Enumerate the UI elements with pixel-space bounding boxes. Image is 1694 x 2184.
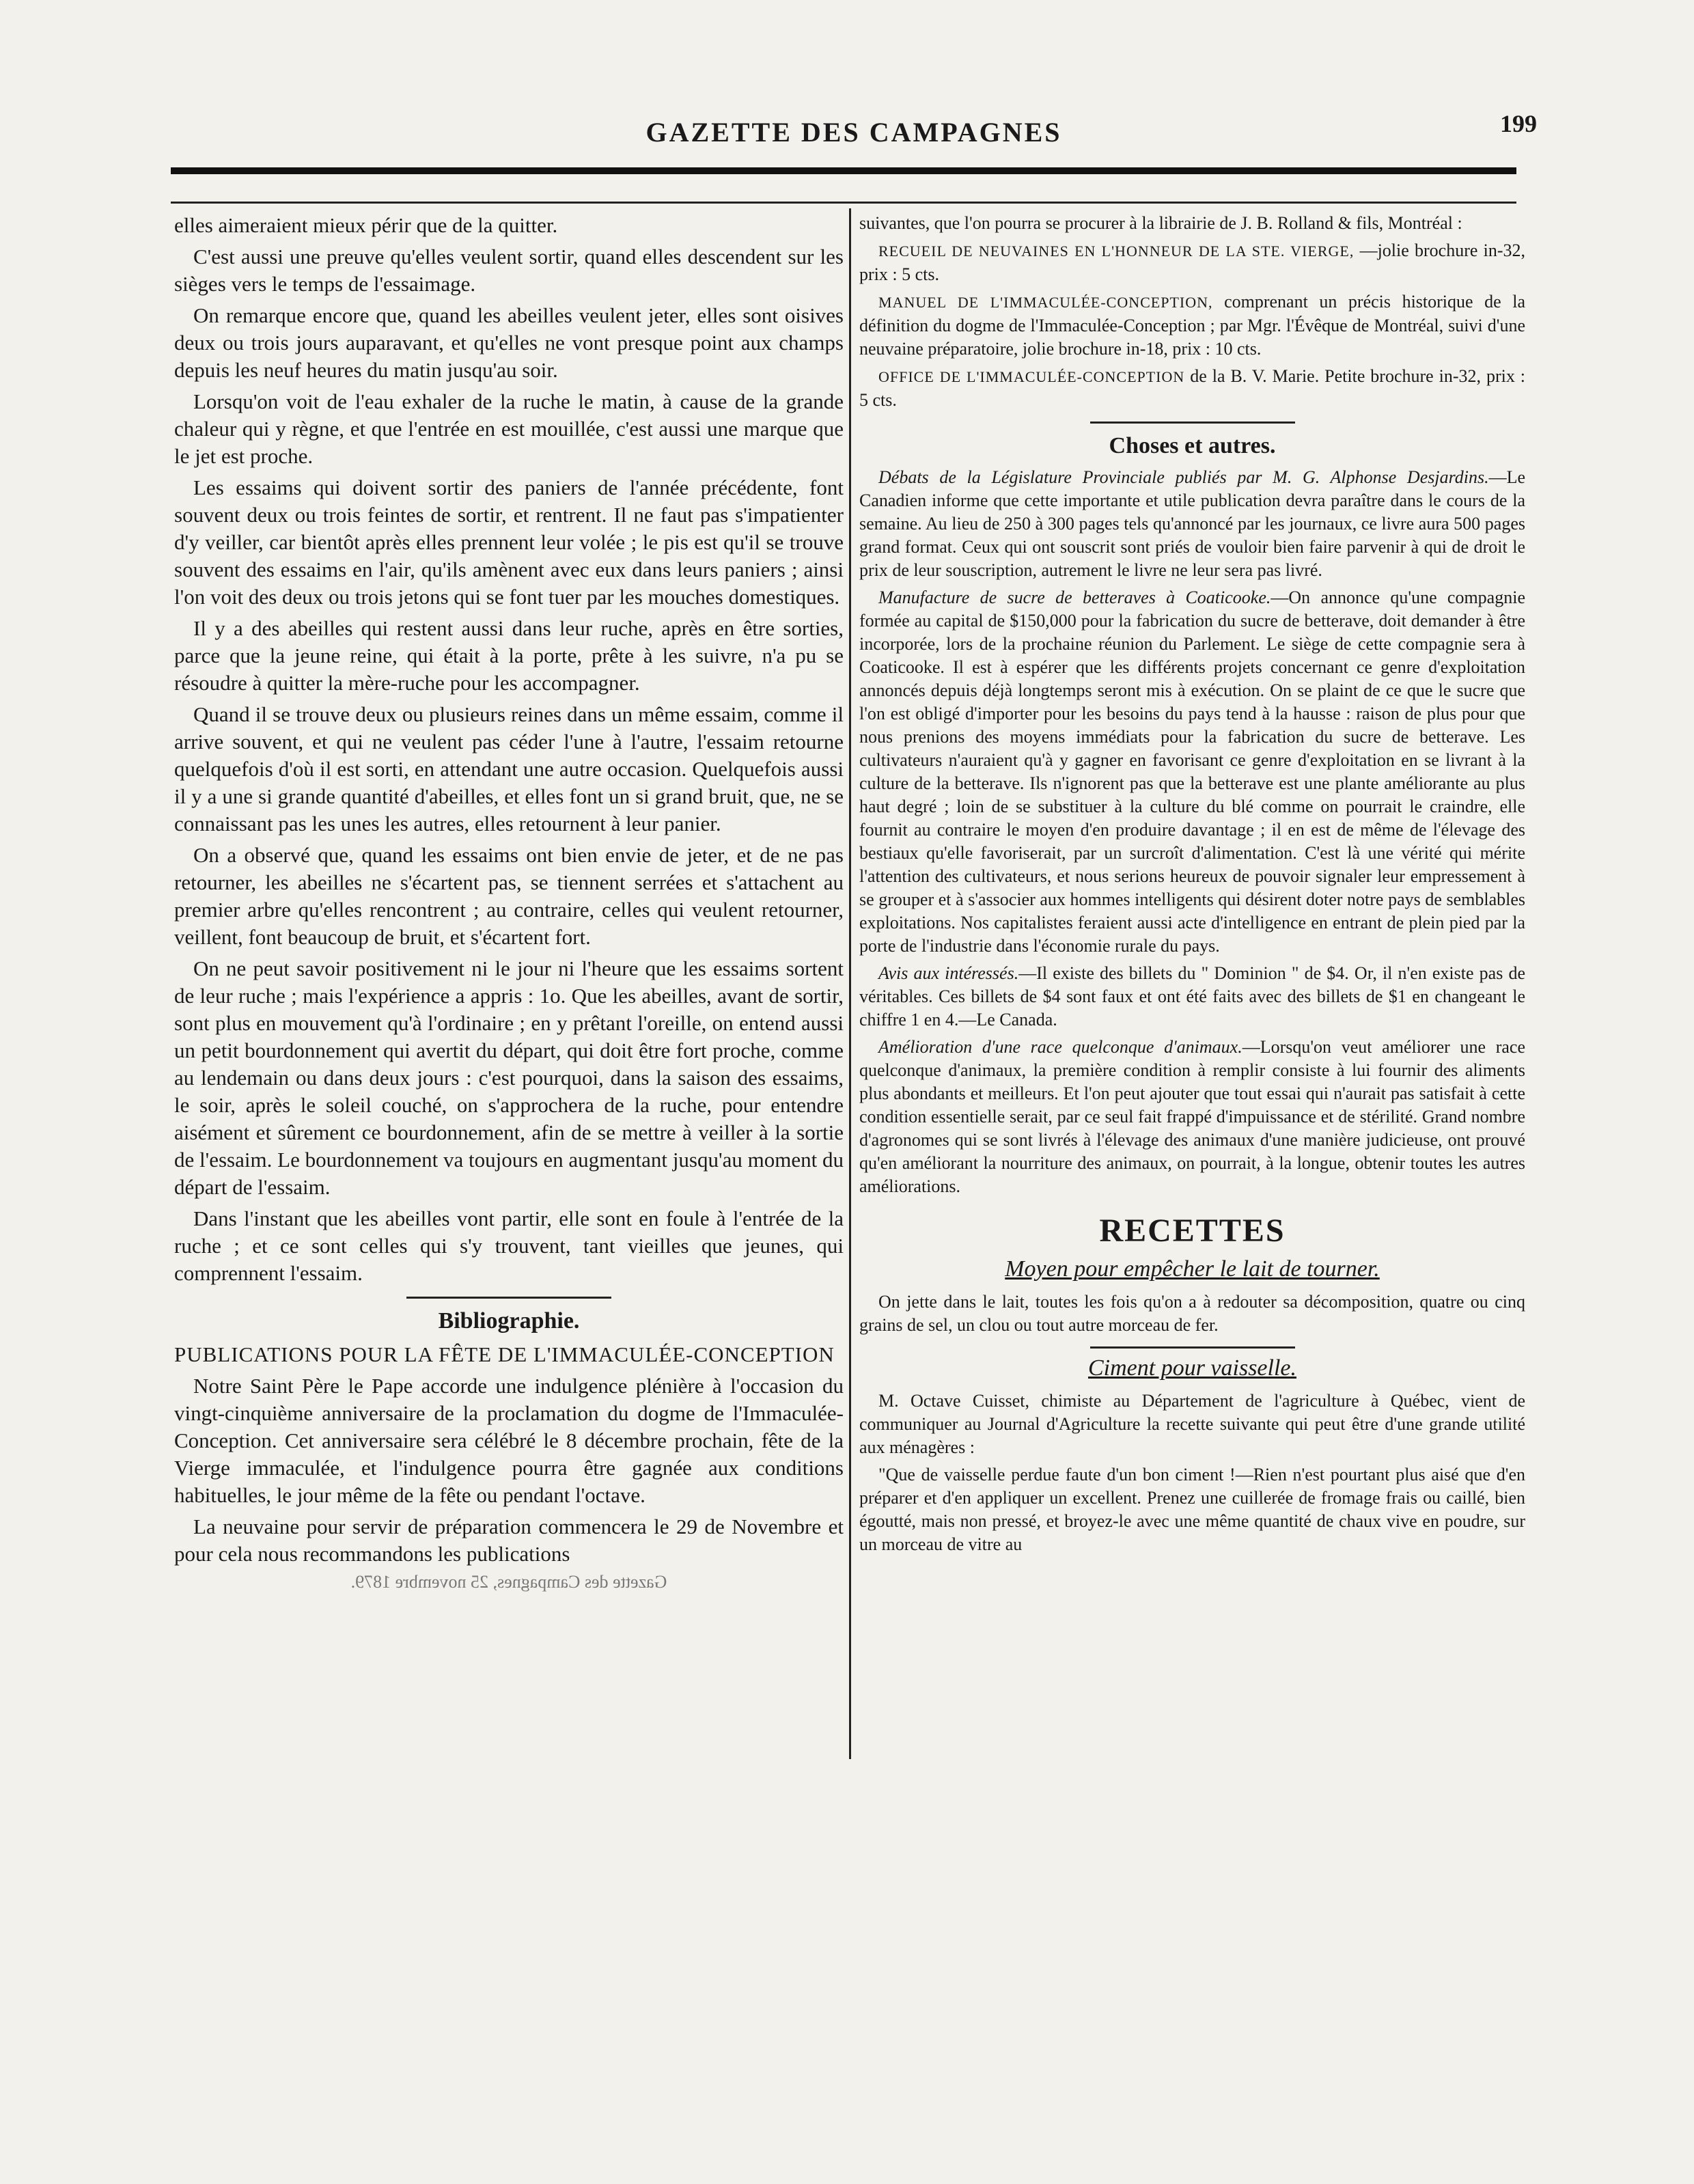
publication-entry [859,365,1525,412]
column-separator [849,208,851,1759]
publication-title: MANUEL DE L'IMMACULÉE-CONCEPTION, [878,294,1213,311]
news-item-text: —On annonce qu'une compagnie formée au capital de $150,000 pour la fabrication du sucre de betterave, doit demander à être incorporée, lors de la prochaine réunion du Parlement. Le siège de cette compagnie sera à Coaticooke. Il est à espérer que les différents projets concernant ce genre d'exploitation annoncés depuis déjà longtemps seront mis à exécution. On se plaint de ce que le sucre que l'on est obligé d'importer pour les besoins du pays tend à la hausse : raison de plus pour que nous prenions des moyens immédiats pour la fabrication du sucre de betterave. Les cultivateurs n'auraient qu'à y gagner en favorisant ce genre d'exploitation en se livrant à la culture de la betterave. Ils n'ignorent pas que la betterave est une plante améliorante au plus haut degré ; loin de se substituer à la culture du blé comme on pourrait le craindre, elle fournit au contraire le moyen d'en produire davantage ; il en est de même de l'élevage des bestiaux qu'elle favoriserait, par un surcroît d'alimentation. C'est là une vérité qui mérite l'attention des cultivateurs, et nous serions heureux de pouvoir signaler leur empressement à se grouper et à s'associer aux hommes intelligents qui désirent doter notre pays de semblables exploitations. Nos capitalistes feraient aussi acte d'intelligence en entrant de plein pied par la porte de l'industrie dans l'économie rurale du pays. [859,588,1525,956]
right-column [859,212,1525,1560]
publication-desc: comprenant un précis historique de la définition du dogme de l'Immaculée-Conception ; par Mgr. l'Évêque de Montréal, suivi d'une neuvaine préparatoire, jolie brochure in-18, prix : 10 cts. [859,292,1525,359]
bibliographie-paragraph: La neuvaine pour servir de préparation commencera le 29 de Novembre et pour cela nous recommandons les publications [174,1515,844,1566]
page-number: 199 [1500,110,1537,137]
news-item [859,1036,1525,1198]
news-item-text: —Le Canadien informe que cette importante et utile publication devra paraître dans le cours de la semaine. Au lieu de 250 à 300 pages tels qu'annoncé par les journaux, ce livre aura 500 pages grand format. Ceux qui ont souscrit sont priés de vouloir bien faire parvenir à qui de droit le prix de leur souscription, autrement le livre ne leur sera pas livré. [859,467,1525,580]
publication-desc: de la B. V. Marie. Petite brochure in-32, prix : 5 cts. [859,366,1526,410]
section-title-recettes: RECETTES [1099,1213,1286,1249]
section-rule [1090,1346,1295,1349]
article-paragraph: Lorsqu'on voit de l'eau exhaler de la ruche le matin, à cause de la grande chaleur qui y règne, et que l'entrée en est mouillée, c'est aussi une marque que le jet est proche. [174,389,844,468]
recipe-paragraph: M. Octave Cuisset, chimiste au Département de l'agriculture à Québec, vient de communiquer au Journal d'Agriculture la recette suivante qui peut être d'une grande utilité aux ménagères : [859,1391,1525,1457]
section-rule [1090,421,1295,424]
recipe-paragraph: "Que de vaisselle perdue faute d'un bon ciment !—Rien n'est pourtant plus aisé que d'en préparer et d'en appliquer un excellent. Prenez une cuillerée de fromage frais ou caillé, bien égoutté, mais non pressé, et broyez-le avec une même quantité de chaux vive en poudre, sur un morceau de vitre au [859,1465,1525,1554]
section-rule [406,1297,611,1299]
mirrored-bleedthrough-text: Gazette des Campagnes, 25 novembre 1879. [350,1572,667,1592]
article-paragraph: Il y a des abeilles qui restent aussi dans leur ruche, après en être sorties, parce que la jeune reine, qui était à la porte, prête à les suivre, n'a pu se résoudre à quitter la mère-ruche pour les accompagner. [174,616,844,695]
news-item-lead: Manufacture de sucre de betteraves à Coaticooke. [878,588,1271,607]
article-paragraph: On a observé que, quand les essaims ont bien envie de jeter, et de ne pas retourner, les abeilles ne s'écartent pas, se tiennent serrées et s'attachent au premier arbre qu'elles rencontrent ; au contraire, celles qui veulent retourner, veillent, font beaucoup de bruit, et s'écartent fort. [174,843,844,949]
news-item-lead: Avis aux intéressés. [878,963,1019,983]
news-item [859,586,1525,958]
section-title-bibliographie: Bibliographie. [438,1308,580,1333]
news-item-text: —Il existe des billets du " Dominion " de $4. Or, il n'en existe pas de véritables. Ces billets de $4 sont faux et ont été faits avec des billets de $1 en changeant le chiffre 1 en 4.—Le Canada. [859,963,1525,1029]
section-title-choses: Choses et autres. [1109,433,1276,458]
publication-title: OFFICE DE L'IMMACULÉE-CONCEPTION [878,368,1185,385]
article-paragraph: Quand il se trouve deux ou plusieurs reines dans un même essaim, comme il arrive souvent, et qui ne veulent pas céder l'une à l'autre, l'essaim retourne quelquefois d'où il est sorti, en attendant une autre occasion. Quelquefois aussi il y a une si grande quantité d'abeilles, et elles font un si grand bruit, que, ne se connaissant pas les unes les autres, elles retournent à leur panier. [174,702,844,835]
article-paragraph: On ne peut savoir positivement ni le jour ni l'heure que les essaims sortent de leur ruche ; mais l'expérience a appris : 1o. Que les abeilles, avant de sortir, sont plus en mouvement qu'à l'ordinaire ; en y prêtant l'oreille, on entend aussi un petit bourdonnement qui avertit du départ, qui doit être fort proche, comme au lendemain ou dans deux jours : c'est pourquoi, dans la saison des essaims, le soir, après le soleil couché, on s'approchera de la ruche, pour entendre aisément et sûrement ce bourdonnement, afin de se mettre à veiller à la sortie de l'essaim. Le bourdonnement va toujours en augmentant jusqu'au moment du départ de l'essaim. [174,956,844,1199]
publication-desc: —jolie brochure in-32, prix : 5 cts. [859,240,1526,284]
masthead-title: GAZETTE DES CAMPAGNES [645,117,1062,148]
news-item [859,466,1525,582]
page-header [171,102,1537,164]
news-item [859,962,1525,1032]
article-paragraph: elles aimeraient mieux périr que de la quitter. [174,213,558,237]
article-paragraph: C'est aussi une preuve qu'elles veulent sortir, quand elles descendent sur les sièges vers le temps de l'essaimage. [174,245,844,296]
left-column [174,212,844,1592]
bibliographie-continued: suivantes, que l'on pourra se procurer à la librairie de J. B. Rolland & fils, Montréal : [859,213,1462,233]
header-rule-thin [171,202,1516,204]
article-paragraph: Les essaims qui doivent sortir des paniers de l'année précédente, font souvent deux ou trois feintes de sortir, et rentrent. Il ne faut pas s'impatienter d'y veiller, car bientôt après elles prennent leur volée ; le pis est qu'il se trouve souvent des essaims en l'air, qu'ils amènent avec eux dans leurs paniers ; ainsi l'on voit des deux ou trois jetons qui se font tuer par les mouches domestiques. [174,475,844,609]
bibliographie-paragraph: Notre Saint Père le Pape accorde une indulgence plénière à l'occasion du vingt-cinquième anniversaire de la proclamation du dogme de l'Immaculée-Conception. Cet anniversaire sera célébré le 8 décembre prochain, fête de la Vierge immaculée, et l'indulgence pourra être gagnée aux conditions habituelles, le jour même de la fête ou pendant l'octave. [174,1374,844,1507]
article-paragraph: On remarque encore que, quand les abeilles veulent jeter, elles sont oisives deux ou trois jours auparavant, et qu'elles ne vont presque point aux champs depuis les neuf heures du matin jusqu'au soir. [174,303,844,382]
news-item-text: —Lorsqu'on veut améliorer une race quelconque d'animaux, la première condition à remplir consiste à lui fournir des aliments plus abondants et meilleurs. Et l'on peut ajouter que tout essai qui n'aurait pas satisfait à cette condition essentielle serait, par ce seul fait frappé d'impuissance et de stérilité. Grand nombre d'agronomes qui se sont livrés à l'élevage des animaux d'une manière judicieuse, ont prouvé qu'en améliorant la nourriture des animaux, on pourrait, à la longue, obtenir toutes les autres améliorations. [859,1037,1525,1196]
news-item-lead: Débats de la Législature Provinciale publiés par M. G. Alphonse Desjardins. [878,467,1489,487]
publication-entry [859,239,1525,286]
recipe-title: Moyen pour empêcher le lait de tourner. [1005,1256,1380,1282]
bibliographie-heading: PUBLICATIONS POUR LA FÊTE DE L'IMMACULÉE-CONCEPTION [174,1342,835,1366]
recipe-paragraph: On jette dans le lait, toutes les fois qu'on a à redouter sa décomposition, quatre ou cinq grains de sel, un clou ou tout autre morceau de fer. [859,1292,1525,1335]
header-rule-thick [171,167,1516,174]
publication-title: RECUEIL DE NEUVAINES EN L'HONNEUR DE LA STE. VIERGE, [878,243,1355,260]
news-item-lead: Amélioration d'une race quelconque d'animaux. [878,1037,1242,1057]
article-paragraph: Dans l'instant que les abeilles vont partir, elle sont en foule à l'entrée de la ruche ; et ce sont celles qui s'y trouvent, tant vieilles que jeunes, qui comprennent l'essaim. [174,1206,844,1285]
recipe-title: Ciment pour vaisselle. [1087,1355,1297,1381]
publication-entry [859,290,1525,361]
